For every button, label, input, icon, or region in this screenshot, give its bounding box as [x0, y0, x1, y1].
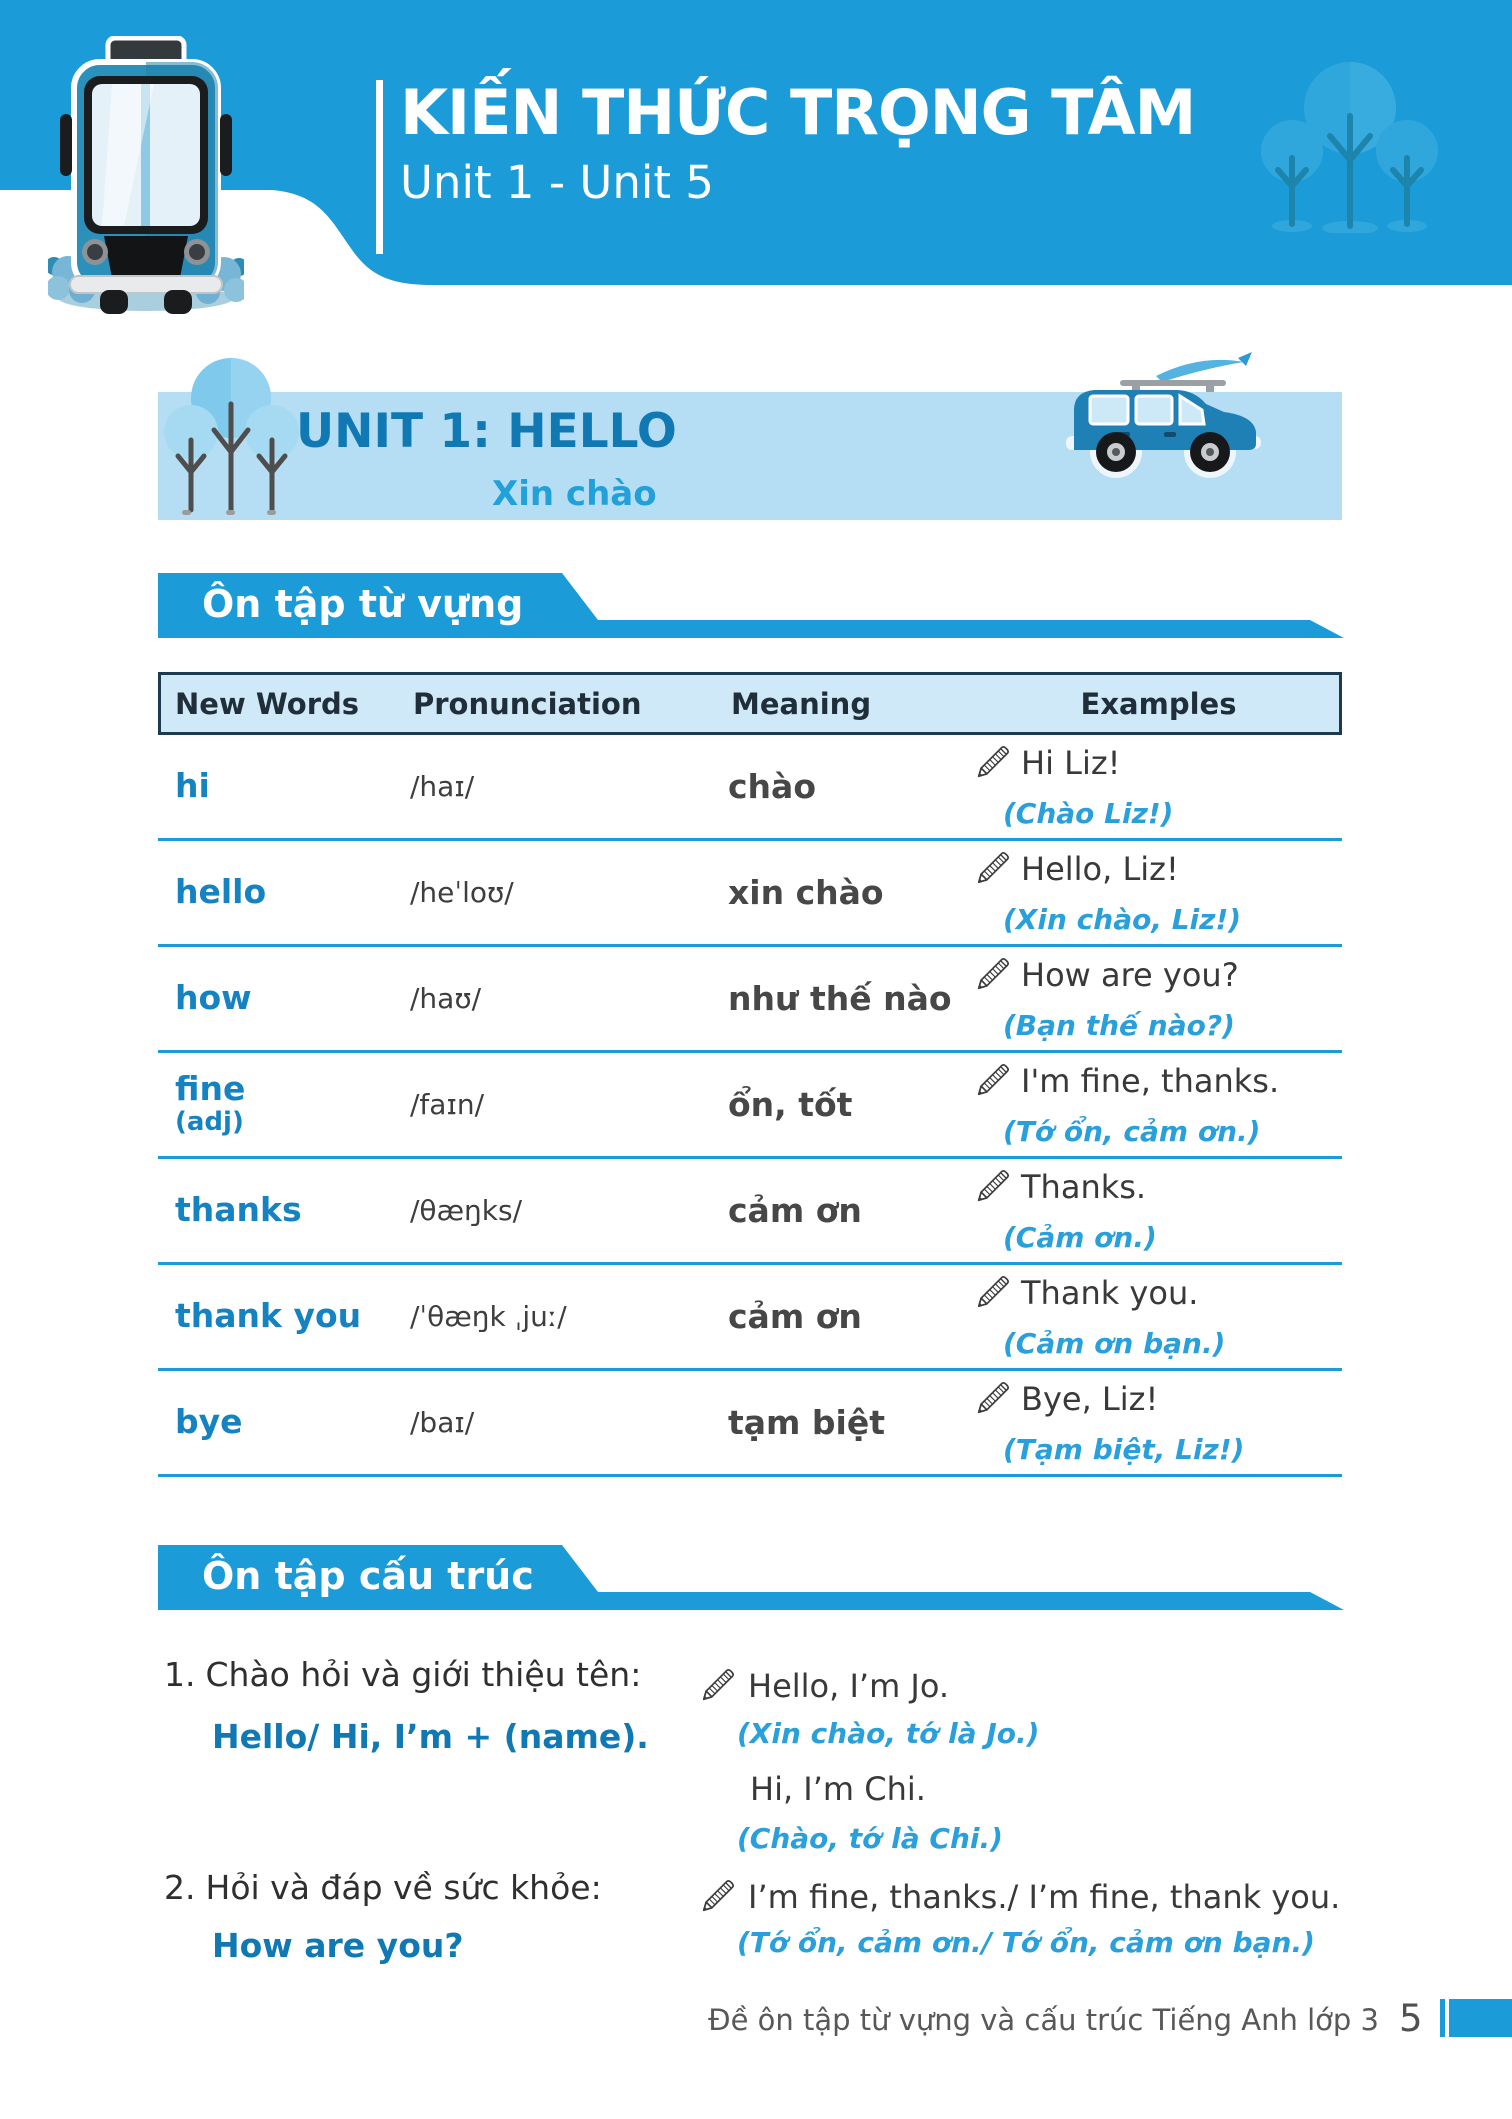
word-note: (adj): [175, 1107, 244, 1138]
pencil-icon: [975, 1060, 1013, 1098]
example-text: Hello, I’m Jo.: [748, 1667, 950, 1705]
structure-pattern: How are you?: [212, 1926, 464, 1965]
column-header-examples: Examples: [1080, 686, 1237, 721]
structure-section-ribbon: [158, 1545, 1344, 1610]
word-cell: [158, 768, 410, 805]
meaning-cell: như thế nào: [728, 979, 952, 1018]
vocab-table: [158, 672, 1342, 1477]
example-translation: (Xin chào, Liz!): [1003, 902, 1242, 936]
unit-subtitle: Xin chào: [492, 474, 657, 514]
pencil-icon: [975, 742, 1013, 780]
meaning-cell: chào: [728, 767, 816, 806]
example-text: Bye, Liz!: [1021, 1379, 1159, 1418]
examples-cell: [975, 1274, 1342, 1360]
trees-icon: [164, 352, 299, 517]
header-divider: [376, 80, 383, 254]
examples-cell: [975, 744, 1342, 830]
structure-item-number: 1.: [164, 1655, 196, 1694]
meaning-cell: cảm ơn: [728, 1297, 862, 1336]
example-text: I'm fine, thanks.: [1021, 1061, 1280, 1100]
word: bye: [175, 1402, 243, 1442]
word-cell: [158, 874, 410, 911]
example-translation: (Tớ ổn, cảm ơn.): [1003, 1114, 1261, 1148]
column-header-pronunciation: Pronunciation: [413, 686, 642, 721]
column-header-meaning: Meaning: [731, 686, 872, 721]
word: thanks: [175, 1190, 302, 1230]
meaning-cell: ổn, tốt: [728, 1085, 853, 1124]
table-row: [158, 1053, 1342, 1159]
vocab-section-ribbon: [158, 573, 1344, 638]
word: thank you: [175, 1296, 362, 1336]
table-row: [158, 947, 1342, 1053]
meaning-cell: tạm biệt: [728, 1403, 886, 1442]
structure-item-label: [158, 1655, 700, 1717]
example-translation: (Chào Liz!): [1003, 796, 1174, 830]
examples-cell: [975, 850, 1342, 936]
column-header-new-words: New Words: [175, 686, 360, 721]
structure-item-number: 2.: [164, 1868, 196, 1907]
word: how: [175, 978, 252, 1018]
example-translation: (Chào, tớ là Chi.): [737, 1822, 1003, 1855]
footer-text: Đề ôn tập từ vựng và cấu trúc Tiếng Anh lớp 3: [708, 2003, 1379, 2037]
word: hi: [175, 766, 210, 806]
pencil-icon: [975, 848, 1013, 886]
structure-item-text: Hỏi và đáp về sức khỏe:: [205, 1868, 602, 1907]
car-icon: [1058, 350, 1263, 482]
example-text: Thanks.: [1021, 1167, 1147, 1206]
structure-pattern: Hello/ Hi, I’m + (name).: [212, 1717, 649, 1756]
trees-icon: [1252, 58, 1447, 233]
table-row: [158, 1159, 1342, 1265]
word-cell: [158, 980, 410, 1017]
section-heading: Ôn tập từ vựng: [202, 582, 524, 626]
pronunciation-cell: /heˈloʊ/: [410, 876, 514, 909]
examples-cell: [975, 1380, 1342, 1466]
example-text: Thank you.: [1021, 1273, 1199, 1312]
example-text: Hi, I’m Chi.: [750, 1770, 926, 1808]
pronunciation-cell: /faɪn/: [410, 1088, 485, 1121]
example-text: How are you?: [1021, 955, 1239, 994]
footer-accent-square: [1449, 1999, 1512, 2037]
pencil-icon: [975, 1272, 1013, 1310]
page-number: 5: [1399, 1997, 1423, 2040]
word: fine: [175, 1069, 246, 1109]
pencil-icon: [975, 1378, 1013, 1416]
pencil-icon: [700, 1665, 738, 1703]
page-title: KIẾN THỨC TRỌNG TÂM: [400, 76, 1196, 149]
bus-icon: [48, 36, 244, 314]
examples-cell: [975, 1062, 1342, 1148]
header-banner: [0, 0, 1512, 320]
pencil-icon: [975, 954, 1013, 992]
example-text: Hi Liz!: [1021, 743, 1121, 782]
pronunciation-cell: /haɪ/: [410, 770, 475, 803]
meaning-cell: cảm ơn: [728, 1191, 862, 1230]
pencil-icon: [700, 1876, 738, 1914]
table-row: [158, 1371, 1342, 1477]
pencil-icon: [975, 1166, 1013, 1204]
table-row: [158, 735, 1342, 841]
example-translation: (Bạn thế nào?): [1003, 1008, 1235, 1042]
example-translation: (Tạm biệt, Liz!): [1003, 1432, 1245, 1466]
example-translation: (Cảm ơn bạn.): [1003, 1326, 1226, 1360]
structure-item-text: Chào hỏi và giới thiệu tên:: [205, 1655, 642, 1694]
pronunciation-cell: /θæŋks/: [410, 1194, 523, 1227]
examples-cell: [975, 1168, 1342, 1254]
example-text: Hello, Liz!: [1021, 849, 1179, 888]
word-cell: [158, 1071, 410, 1137]
pronunciation-cell: /haʊ/: [410, 982, 482, 1015]
word-cell: [158, 1298, 410, 1335]
word: hello: [175, 872, 267, 912]
page-subtitle: Unit 1 - Unit 5: [400, 156, 714, 209]
word-cell: [158, 1192, 410, 1229]
table-row: [158, 841, 1342, 947]
pronunciation-cell: /baɪ/: [410, 1406, 475, 1439]
structure-example: [700, 1655, 1378, 1717]
unit-title: UNIT 1: HELLO: [296, 404, 677, 459]
structure-example: [700, 1868, 1378, 1926]
meaning-cell: xin chào: [728, 873, 884, 912]
example-translation: (Xin chào, tớ là Jo.): [737, 1717, 1040, 1750]
example-translation: (Cảm ơn.): [1003, 1220, 1157, 1254]
footer-accent-bar: [1440, 1999, 1445, 2037]
table-row: [158, 1265, 1342, 1371]
table-header-row: [158, 672, 1342, 735]
example-translation: (Tớ ổn, cảm ơn./ Tớ ổn, cảm ơn bạn.): [737, 1926, 1315, 1959]
structure-item-label: [158, 1868, 700, 1926]
example-text: I’m fine, thanks./ I’m fine, thank you.: [748, 1878, 1341, 1916]
word-cell: [158, 1404, 410, 1441]
pronunciation-cell: /ˈθæŋk ˌjuː/: [410, 1300, 567, 1333]
section-heading: Ôn tập cấu trúc: [202, 1554, 534, 1598]
structures-list: [158, 1643, 1378, 1965]
examples-cell: [975, 956, 1342, 1042]
